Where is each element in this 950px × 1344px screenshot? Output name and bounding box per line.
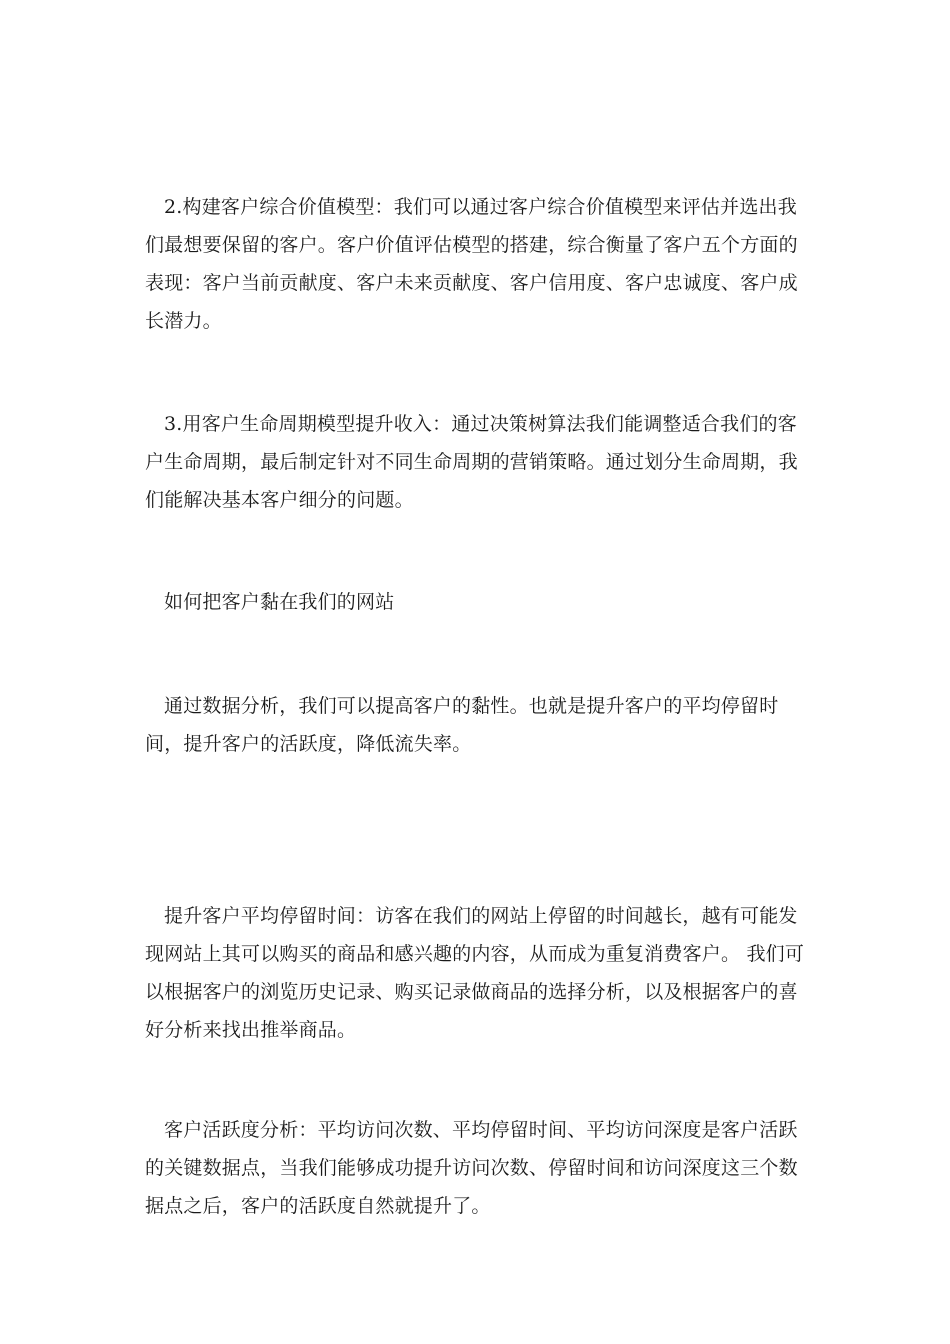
paragraph-lifecycle-model: 3.用客户生命周期模型提升收入：通过决策树算法我们能调整适合我们的客户生命周期，最后制定针对不同生命周期的营销策略。通过划分生命周期，我们能解决基本客户细分的问题。 [145,413,798,511]
section-heading-stickiness: 如何把客户黏在我们的网站 [164,591,395,613]
paragraph-customer-value-model: 2.构建客户综合价值模型：我们可以通过客户综合价值模型来评估并选出我们最想要保留的客户。客户价值评估模型的搭建，综合衡量了客户五个方面的表现：客户当前贡献度、客户未来贡献度、客户信用度、客户忠诚度、客户成长潜力。 [145,196,798,332]
paragraph-dwell-time: 提升客户平均停留时间：访客在我们的网站上停留的时间越长，越有可能发现网站上其可以购买的商品和感兴趣的内容，从而成为重复消费客户。 我们可以根据客户的浏览历史记录、购买记录做商品的选择分析，以及根据客户的喜好分析来找出推举商品。 [145,905,805,1041]
paragraph-activity-analysis: 客户活跃度分析：平均访问次数、平均停留时间、平均访问深度是客户活跃的关键数据点，当我们能够成功提升访问次数、停留时间和访问深度这三个数据点之后，客户的活跃度自然就提升了。 [145,1119,798,1217]
paragraph-stickiness-intro: 通过数据分析，我们可以提高客户的黏性。也就是提升客户的平均停留时间，提升客户的活跃度，降低流失率。 [145,695,779,755]
